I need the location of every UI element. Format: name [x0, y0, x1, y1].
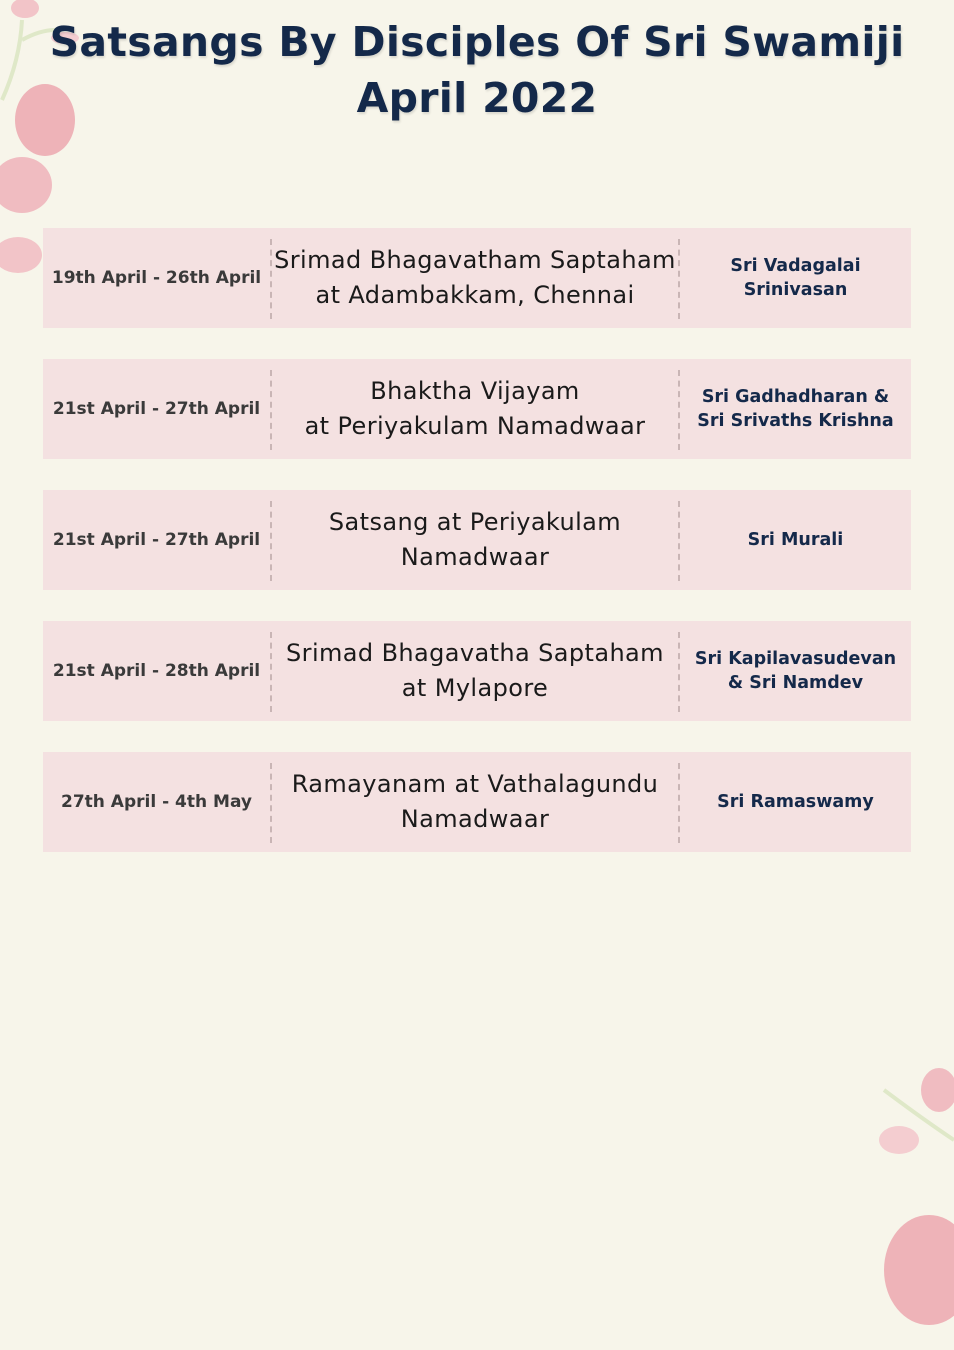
event-line-1: Srimad Bhagavatha Saptaham [286, 639, 664, 667]
date-range: 27th April - 4th May [61, 792, 252, 812]
speaker-line-2: & Sri Namdev [727, 673, 864, 693]
event-title [272, 359, 678, 459]
event-title [272, 621, 678, 721]
page-title [0, 14, 954, 126]
speaker-line-1: Sri Kapilavasudevan [694, 649, 897, 669]
date-range: 21st April - 28th April [52, 661, 261, 681]
event-line-1: Srimad Bhagavatham Saptaham [274, 246, 676, 274]
event-title [272, 490, 678, 590]
speaker-line-1: Sri Vadagalai [730, 256, 861, 276]
speaker-line-2: Sri Srivaths Krishna [697, 411, 894, 431]
speaker-line-1: Sri Ramaswamy [717, 792, 874, 812]
speaker [680, 490, 911, 590]
event-line-1: Ramayanam at Vathalagundu [291, 770, 659, 798]
speaker-line-1: Sri Gadhadharan & [701, 387, 890, 407]
speaker [680, 228, 911, 328]
date-range: 21st April - 27th April [52, 399, 261, 419]
flower-decoration-bottom-right [844, 1060, 954, 1350]
speaker [680, 359, 911, 459]
speaker-line-2: Srinivasan [743, 280, 848, 300]
event-title [272, 228, 678, 328]
title-line-2: April 2022 [356, 74, 598, 122]
event-line-2: at Adambakkam, Chennai [315, 281, 635, 309]
event-line-1: Bhaktha Vijayam [370, 377, 580, 405]
event-line-1: Satsang at Periyakulam [328, 508, 622, 536]
title-line-1: Satsangs By Disciples Of Sri Swamiji [49, 18, 905, 66]
event-line-2: Namadwaar [400, 805, 550, 833]
schedule-row [43, 621, 911, 721]
date-range: 21st April - 27th April [52, 530, 261, 550]
schedule-row [43, 752, 911, 852]
event-line-2: at Mylapore [401, 674, 549, 702]
event-line-2: at Periyakulam Namadwaar [304, 412, 646, 440]
date-range: 19th April - 26th April [51, 268, 262, 288]
event-line-2: Namadwaar [400, 543, 550, 571]
schedule-row [43, 359, 911, 459]
speaker-line-1: Sri Murali [747, 530, 844, 550]
schedule-row [43, 228, 911, 328]
event-title [272, 752, 678, 852]
schedule-row [43, 490, 911, 590]
speaker [680, 621, 911, 721]
speaker [680, 752, 911, 852]
